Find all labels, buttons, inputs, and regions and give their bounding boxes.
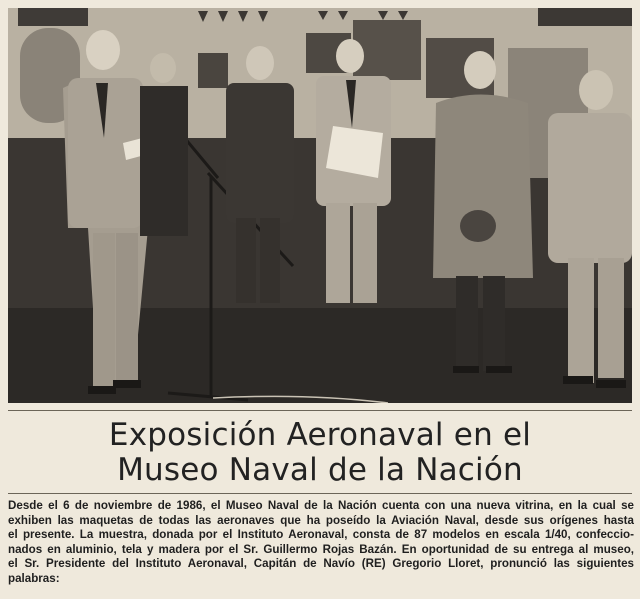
bottom-rule	[8, 493, 632, 494]
top-rule	[8, 410, 632, 411]
headline-line-2: Museo Naval de la Nación	[117, 452, 523, 488]
article-body	[8, 499, 634, 587]
headline-line-1: Exposición Aeronaval en el	[108, 417, 532, 453]
body-line: palabras:	[8, 571, 60, 585]
article-headline	[0, 418, 640, 488]
photo-illustration	[8, 8, 632, 403]
body-line: nados en aluminio, tela y madera por el Sr. Guillermo Rojas Bazán. En oportunidad de su entrega al museo,	[8, 542, 634, 556]
body-line: el Sr. Presidente del Instituto Aeronaval, Capitán de Navío (RE) Gregorio Lloret, pronunció las siguientes	[8, 557, 634, 571]
body-line: Desde el 6 de noviembre de 1986, el Museo Naval de la Nación cuenta con una nueva vitrina, en la cual se	[8, 499, 634, 512]
article-photo	[8, 8, 632, 403]
body-line: el presente. La muestra, donada por el Instituto Aeronaval, consta de 87 modelos en escala 1/40, confeccio-	[8, 528, 634, 542]
body-line: exhiben las maquetas de todas las aeronaves que ha poseído la Aviación Naval, desde sus orígenes hasta	[8, 513, 634, 527]
